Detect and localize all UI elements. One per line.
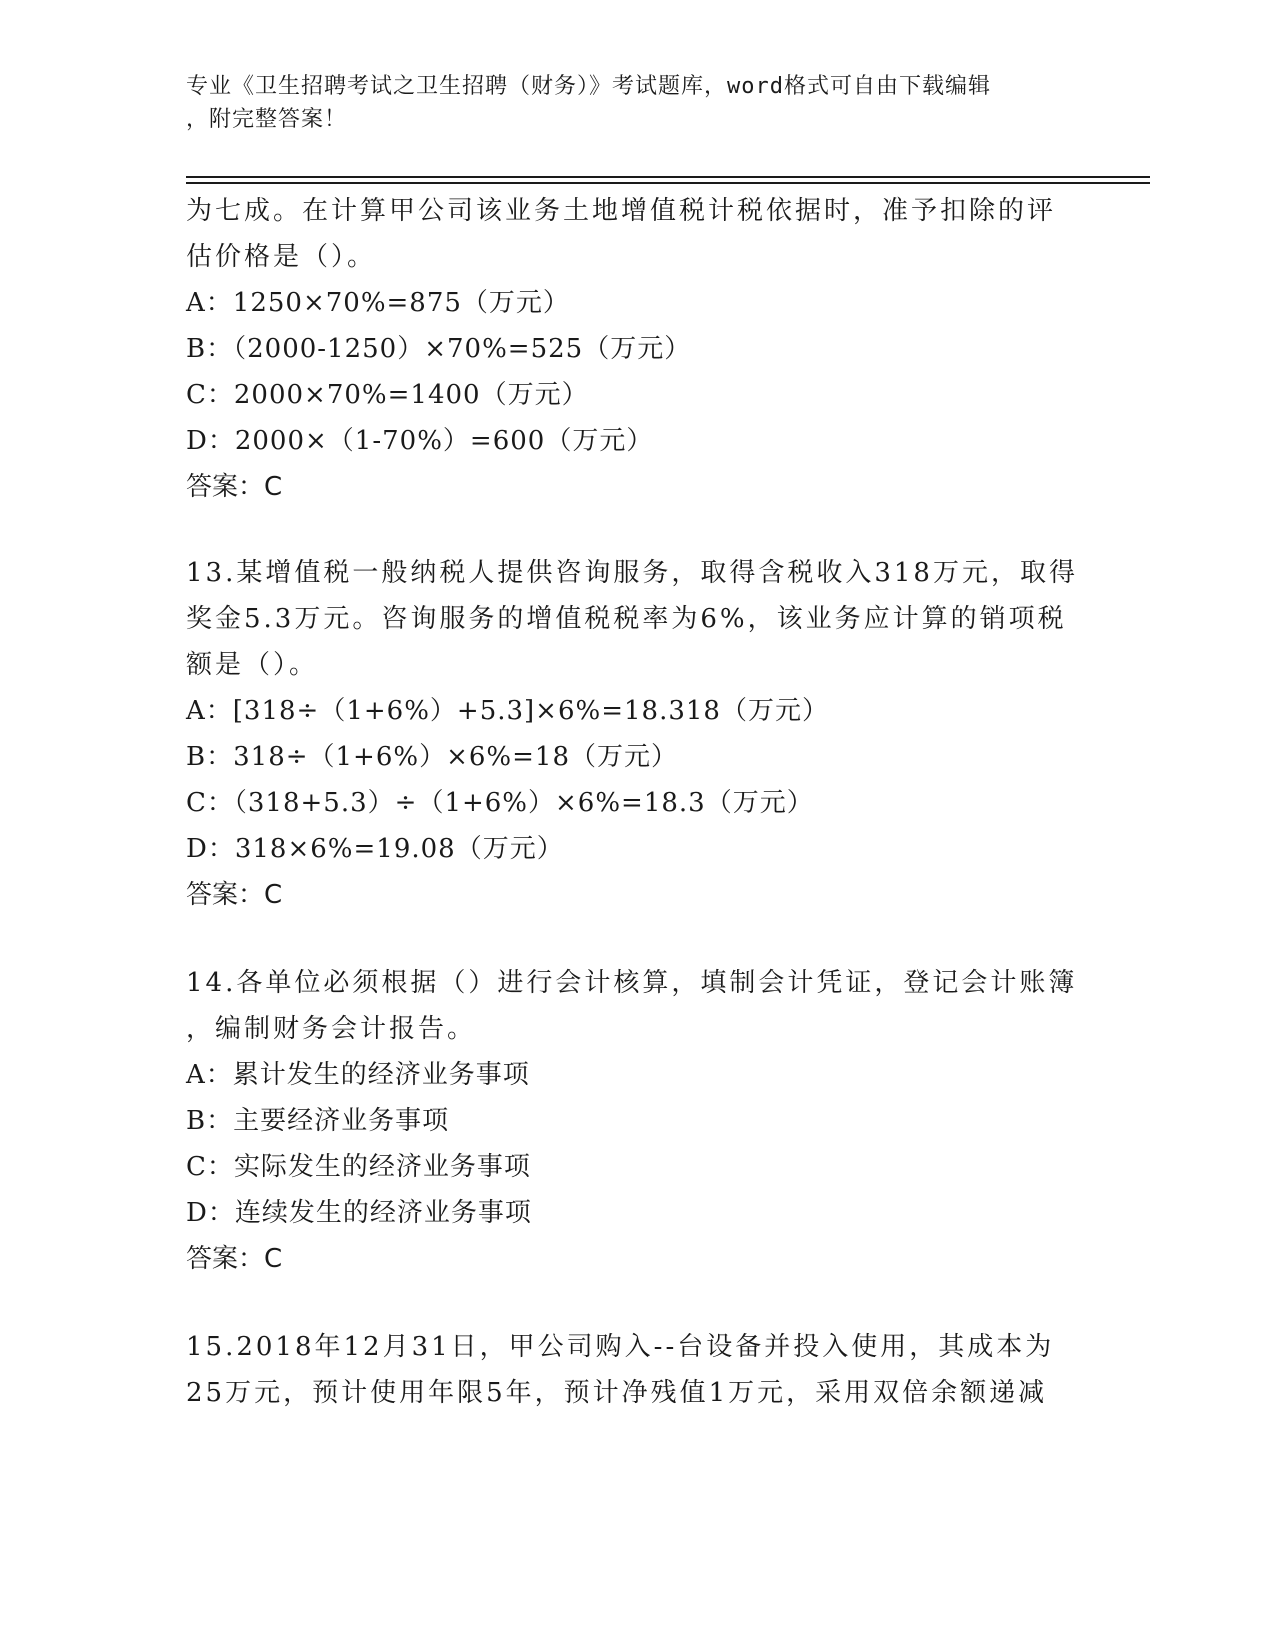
- header-line: ，附完整答案！: [186, 107, 348, 132]
- option-c: C：2000×70%=1400（万元）: [186, 380, 589, 410]
- document-header: [186, 70, 1066, 136]
- question-block: [186, 188, 1086, 510]
- option-b: B：（2000-1250）×70%=525（万元）: [186, 334, 692, 364]
- option-d: D：2000×（1-70%）=600（万元）: [186, 426, 654, 456]
- question-text: 14.各单位必须根据（）进行会计核算，填制会计凭证，登记会计账簿: [186, 968, 1078, 998]
- option-a: A：1250×70%=875（万元）: [186, 288, 570, 318]
- option-c: C：实际发生的经济业务事项: [186, 1152, 531, 1182]
- option-c: C：（318+5.3）÷（1+6%）×6%=18.3（万元）: [186, 788, 814, 818]
- question-text: 估价格是（）。: [186, 242, 377, 272]
- option-a: A：[318÷（1+6%）+5.3]×6%=18.318（万元）: [186, 696, 829, 726]
- header-divider: [186, 182, 1150, 184]
- option-d: D：318×6%=19.08（万元）: [186, 834, 564, 864]
- header-divider: [186, 176, 1150, 178]
- question-text: 15.2018年12月31日，甲公司购入--台设备并投入使用，其成本为: [186, 1332, 1055, 1362]
- header-line: 专业《卫生招聘考试之卫生招聘（财务）》考试题库，word格式可自由下载编辑: [186, 74, 991, 99]
- question-text: 为七成。在计算甲公司该业务土地增值税计税依据时，准予扣除的评: [186, 196, 1057, 226]
- question-text: 13.某增值税一般纳税人提供咨询服务，取得含税收入318万元，取得: [186, 558, 1078, 588]
- option-a: A：累计发生的经济业务事项: [186, 1060, 530, 1090]
- answer: 答案：C: [186, 880, 283, 910]
- question-block: [186, 960, 1086, 1282]
- question-text: 奖金5.3万元。咨询服务的增值税税率为6%，该业务应计算的销项税: [186, 604, 1067, 634]
- option-b: B：318÷（1+6%）×6%=18（万元）: [186, 742, 678, 772]
- option-b: B：主要经济业务事项: [186, 1106, 450, 1136]
- option-d: D：连续发生的经济业务事项: [186, 1198, 532, 1228]
- question-text: 25万元，预计使用年限5年，预计净残值1万元，采用双倍余额递减: [186, 1378, 1048, 1408]
- question-block: [186, 1324, 1086, 1416]
- question-text: ，编制财务会计报告。: [186, 1014, 477, 1044]
- answer: 答案：C: [186, 1244, 283, 1274]
- answer: 答案：C: [186, 472, 283, 502]
- question-block: [186, 550, 1086, 918]
- question-text: 额是（）。: [186, 650, 319, 680]
